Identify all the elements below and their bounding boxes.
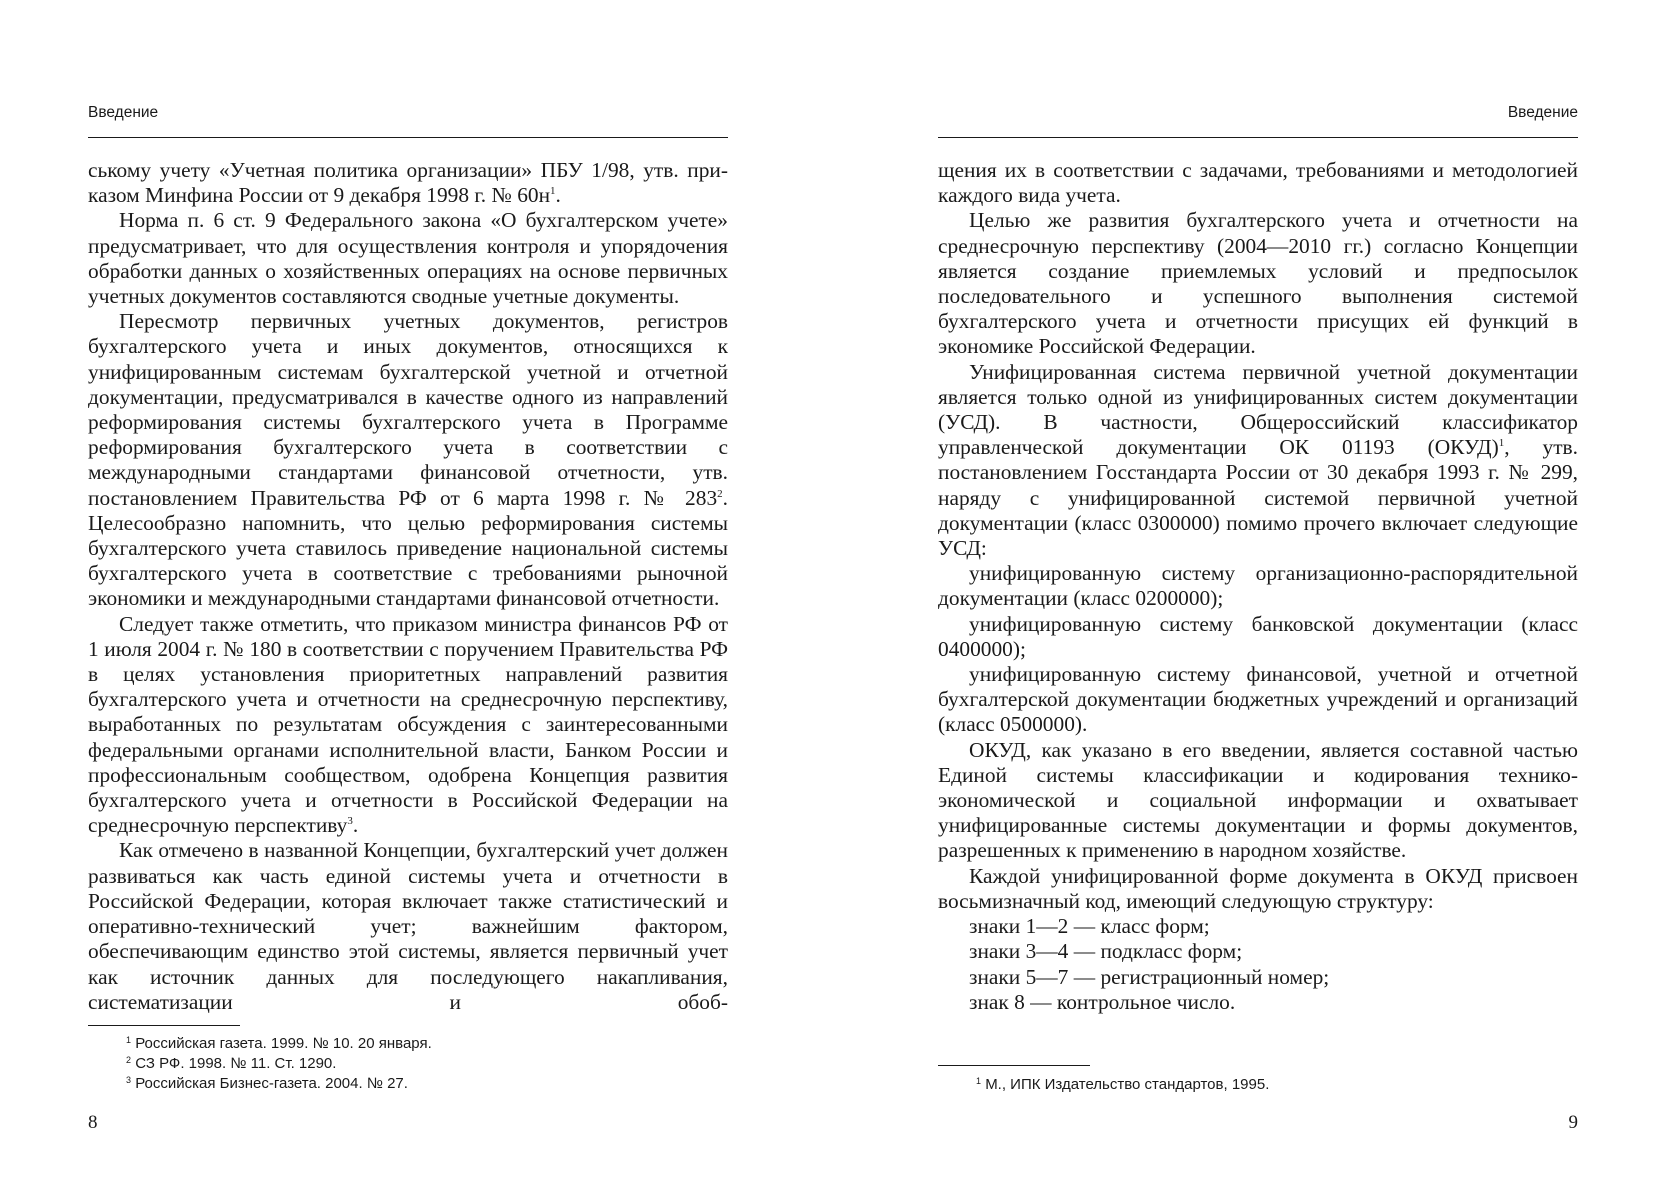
- footnote-ref: 1: [1498, 437, 1505, 450]
- list-item: знаки 5—7 — регистрационный номер;: [969, 964, 1330, 989]
- paragraph: ОКУД, как указано в его введении, является составной частью Единой системы классификации и кодирования технико-экономической и социальной информации и охватывает унифицированные системы документации и формы документов, разрешенных к применению в народном хозяйстве.: [938, 737, 1578, 863]
- left-page: [88, 0, 728, 1199]
- list-item: унифицированную систему организационно-распорядительной документации (класс 0200000);: [938, 561, 1578, 611]
- header-rule: [938, 137, 1578, 138]
- footnotes: [126, 1034, 728, 1094]
- paragraph: Пересмотр первичных учетных документов, регистров бухгалтерского учета и иных документов, относящихся к унифицированным системам бухгалтерской учетной и отчетной документации, предусматривался в качестве одного из направлений реформирования системы бухгалтерского учета в Программе реформирования бухгалтерского учета в соответствии с международными стандартами финансовой отчетности, утв. постановлением Правительства РФ от 6 марта 1998 г. № $283^2$. Целесообразно напомнить, что целью реформирования системы бухгалтерского учета ставилось приведение национальной системы бухгалтерского учета в соответствие с требованиями рыночной экономики и международными стандартами финансовой отчетности.: [88, 309, 728, 611]
- list-item: унифицированную систему банковской документации (класс 0400000);: [938, 611, 1578, 661]
- paragraph: казом Минфина России от 9 декабря 1998 г. № $60н^1$.: [88, 183, 561, 208]
- paragraph: ському учету «Учетная политика организации» ПБУ 1/98, утв. при-: [88, 158, 728, 182]
- footnote-rule: [938, 1065, 1090, 1066]
- footnote-ref: 1: [550, 185, 556, 198]
- page-number: 9: [1568, 1112, 1578, 1133]
- page-number: 8: [88, 1112, 98, 1133]
- list-item: знаки 1—2 — класс форм;: [969, 914, 1210, 939]
- paragraph: Как отмечено в названной Концепции, бухгалтерский учет должен развиваться как часть единой системы учета и отчетности в Российской Федерации, которая включает также статистический и оперативно-технический учет; важнейшим фактором, обеспечивающим единство этой системы, является первичный учет как источник данных для последующего накапливания, систематизации и обоб-: [88, 838, 728, 1014]
- paragraph: Унифицированная система первичной учетной документации является только одной из унифицированных систем документации (УСД). В частности, Общероссийский классификатор управленческой документации ОК 01193 (ОКУД)$^1$, утв. постановлением Госстандарта России от 30 декабря 1993 г. № 299, наряду с унифицированной системой первичной учетной документации (класс 0300000) помимо прочего включает следующие УСД:: [938, 359, 1578, 561]
- list-item: знак 8 — контрольное число.: [969, 989, 1236, 1014]
- list-item: знаки 3—4 — подкласс форм;: [969, 939, 1243, 964]
- footnote-ref: 3: [347, 815, 353, 828]
- paragraph: Следует также отметить, что приказом министра финансов РФ от 1 июля 2004 г. № 180 в соответствии с поручением Правительства РФ в целях установления приоритетных направлений развития бухгалтерского учета и отчетности на среднесрочную перспективу, выработанных по результатам обсуждения с заинтересованными федеральными органами исполнительной власти, Банком России и профессиональным сообществом, одобрена Концепция развития бухгалтерского учета и отчетности в Российской Федерации на среднесрочную перспективу$^3$.: [88, 611, 728, 838]
- footnote: $^1$ М., ИПК Издательство стандартов, 1995.: [976, 1076, 1270, 1093]
- paragraph: Целью же развития бухгалтерского учета и отчетности на среднесрочную перспективу (2004—2010 гг.) согласно Концепции является создание приемлемых условий и предпосылок последовательного и успешного выполнения системой бухгалтерского учета и отчетности присущих ей функций в экономике Российской Федерации.: [938, 208, 1578, 359]
- paragraph: Норма п. 6 ст. 9 Федерального закона «О бухгалтерском учете» предусматривает, что для осуществления контроля и упорядочения обработки данных о хозяйственных операциях на основе первичных учетных документов составляются сводные учетные документы.: [88, 208, 728, 309]
- footnote: $^3$ Российская Бизнес-газета. 2004. № 27.: [126, 1075, 408, 1092]
- body-text: [938, 158, 1578, 1015]
- footnote: $^1$ Российская газета. 1999. № 10. 20 января.: [126, 1035, 432, 1052]
- running-head: Введение: [88, 104, 159, 121]
- footnote: $^2$ СЗ РФ. 1998. № 11. Ст. 1290.: [126, 1055, 337, 1072]
- right-page: [938, 0, 1578, 1199]
- footnote-ref: 2: [717, 487, 723, 500]
- running-head: Введение: [1507, 104, 1578, 121]
- footnotes: [976, 1075, 1578, 1095]
- list-item: унифицированную систему финансовой, учетной и отчетной бухгалтерской документации бюджетных учреждений и организаций (класс 0500000).: [938, 662, 1578, 737]
- body-text: [88, 158, 728, 1015]
- footnote-rule: [88, 1025, 240, 1026]
- paragraph: Каждой унифицированной форме документа в ОКУД присвоен восьмизначный код, имеющий следующую структуру:: [938, 863, 1578, 913]
- header-rule: [88, 137, 728, 138]
- paragraph: щения их в соответствии с задачами, требованиями и методологией каждого вида учета.: [938, 158, 1578, 208]
